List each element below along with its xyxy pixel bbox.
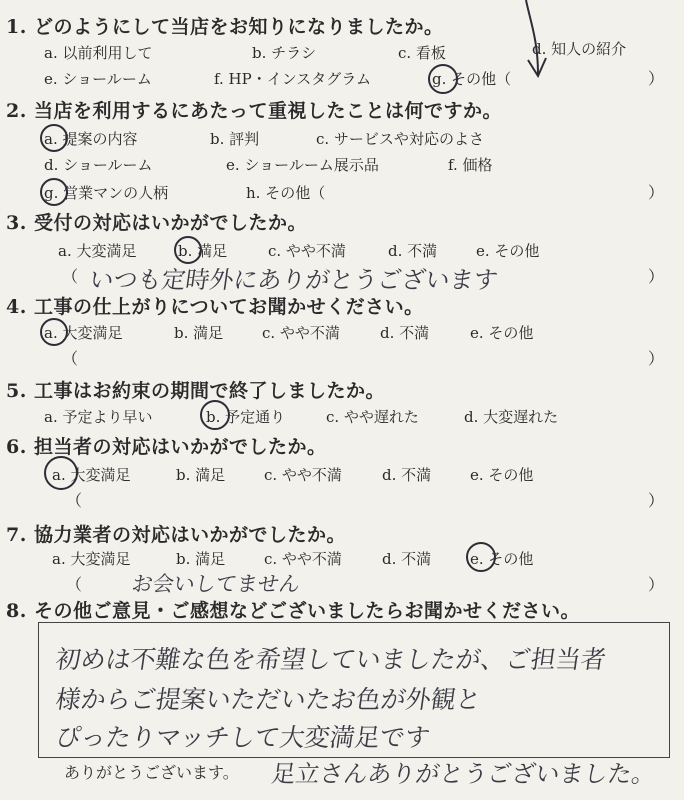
q4-option-d[interactable]: d. 不満 <box>380 324 430 342</box>
q7-paren-close: ） <box>648 575 665 594</box>
q3-paren-open: （ <box>62 267 79 286</box>
q1-option-g[interactable]: g. その他（ <box>432 70 512 88</box>
q6-option-a[interactable]: a. 大変満足 <box>52 466 131 484</box>
q6-option-e[interactable]: e. その他 <box>470 466 534 484</box>
q2-option-c[interactable]: c. サービスや対応のよさ <box>316 130 484 148</box>
q7-answer-circle <box>466 542 496 572</box>
q6-option-d[interactable]: d. 不満 <box>382 466 432 484</box>
q5-option-b[interactable]: b. 予定通り <box>206 408 286 426</box>
q3-option-a[interactable]: a. 大変満足 <box>58 242 137 260</box>
q3-option-c[interactable]: c. やや不満 <box>268 242 346 260</box>
q2-answer-circle-g <box>40 178 68 206</box>
q2-paren-close: ） <box>648 183 665 202</box>
q4-option-e[interactable]: e. その他 <box>470 324 534 342</box>
question-7: 7. 協力業者の対応はいかがでしたか。 <box>6 524 346 546</box>
q7-option-b[interactable]: b. 満足 <box>176 550 226 568</box>
q4-paren-open: （ <box>62 349 79 368</box>
question-6: 6. 担当者の対応はいかがでしたか。 <box>6 436 327 458</box>
q3-paren-close: ） <box>648 267 665 286</box>
q3-option-e[interactable]: e. その他 <box>476 242 540 260</box>
q6-option-c[interactable]: c. やや不満 <box>264 466 342 484</box>
q2-answer-circle-a <box>40 124 68 152</box>
q3-handwritten-comment: いつも定時外にありがとうございます <box>87 266 500 294</box>
q6-answer-circle <box>44 456 78 490</box>
q8-handwritten-line-3: ぴったりマッチして大変満足です <box>53 723 432 752</box>
q2-option-d[interactable]: d. ショールーム <box>44 156 153 174</box>
q1-option-f[interactable]: f. HP・インスタグラム <box>214 70 372 88</box>
q1-option-b[interactable]: b. チラシ <box>252 44 317 62</box>
q6-paren-open: （ <box>66 491 83 510</box>
q2-option-a[interactable]: a. 提案の内容 <box>44 130 138 148</box>
q5-answer-circle <box>200 400 230 430</box>
q2-option-e[interactable]: e. ショールーム展示品 <box>226 156 379 174</box>
question-2: 2. 当店を利用するにあたって重視したことは何ですか。 <box>6 100 502 122</box>
q4-paren-close: ） <box>648 349 665 368</box>
q5-option-d[interactable]: d. 大変遅れた <box>464 408 559 426</box>
q1-option-c[interactable]: c. 看板 <box>398 44 446 62</box>
q4-option-a[interactable]: a. 大変満足 <box>44 324 123 342</box>
q4-answer-circle <box>40 318 68 346</box>
q7-option-e[interactable]: e. その他 <box>470 550 534 568</box>
question-5: 5. 工事はお約束の期間で終了しましたか。 <box>6 380 385 402</box>
q8-handwritten-line-2: 様からご提案いただいたお色が外観と <box>53 685 483 714</box>
q2-option-b[interactable]: b. 評判 <box>210 130 260 148</box>
q2-option-g[interactable]: g. 営業マンの人柄 <box>44 184 169 202</box>
q8-handwritten-line-1: 初めは不難な色を希望していましたが、ご担当者 <box>53 645 608 674</box>
q4-option-b[interactable]: b. 満足 <box>174 324 224 342</box>
q4-option-c[interactable]: c. やや不満 <box>262 324 340 342</box>
q1-option-a[interactable]: a. 以前利用して <box>44 44 153 62</box>
q7-option-d[interactable]: d. 不満 <box>382 550 432 568</box>
q3-option-b[interactable]: b. 満足 <box>178 242 228 260</box>
question-4: 4. 工事の仕上がりについてお聞かせください。 <box>6 296 424 318</box>
q7-paren-open: （ <box>66 575 83 594</box>
question-8: 8. その他ご意見・ご感想などございましたらお聞かせください。 <box>6 600 580 622</box>
question-3: 3. 受付の対応はいかがでしたか。 <box>6 212 307 234</box>
thanks-text: ありがとうございます。 <box>64 763 239 782</box>
q7-handwritten-comment: お会いしてません <box>130 572 302 596</box>
q7-option-c[interactable]: c. やや不満 <box>264 550 342 568</box>
q2-option-h[interactable]: h. その他（ <box>246 184 326 202</box>
q1-answer-circle <box>428 64 458 94</box>
footer-handwritten-thanks: 足立さんありがとうございました。 <box>269 760 658 788</box>
q5-option-c[interactable]: c. やや遅れた <box>326 408 419 426</box>
q1-option-e[interactable]: e. ショールーム <box>44 70 152 88</box>
q1-option-d[interactable]: d. 知人の紹介 <box>532 40 627 58</box>
q5-option-a[interactable]: a. 予定より早い <box>44 408 153 426</box>
q1-paren-close: ） <box>648 69 665 88</box>
question-1: 1. どのようにして当店をお知りになりましたか。 <box>6 16 444 38</box>
q3-option-d[interactable]: d. 不満 <box>388 242 438 260</box>
q6-paren-close: ） <box>648 491 665 510</box>
q2-option-f[interactable]: f. 価格 <box>448 156 493 174</box>
q6-option-b[interactable]: b. 満足 <box>176 466 226 484</box>
q7-option-a[interactable]: a. 大変満足 <box>52 550 131 568</box>
